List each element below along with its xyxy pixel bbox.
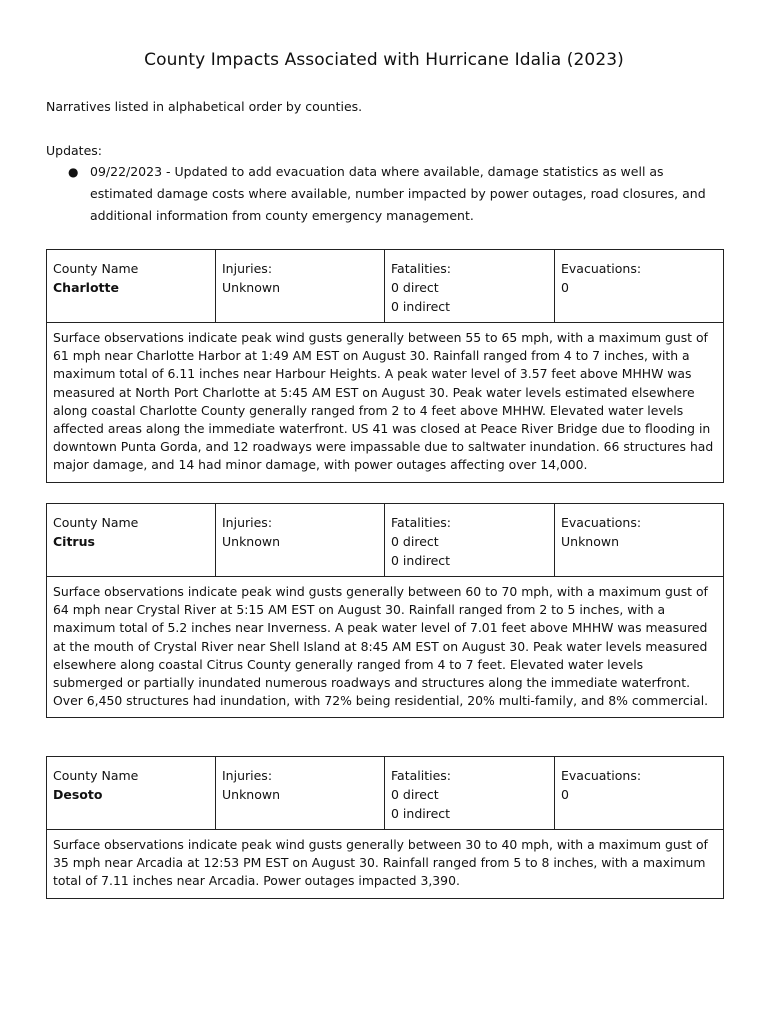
injuries-cell bbox=[216, 757, 385, 830]
fatalities-indirect: 0 indirect bbox=[391, 553, 451, 568]
injuries-cell bbox=[216, 250, 385, 323]
county-name-value: Charlotte bbox=[53, 280, 119, 295]
updates-list bbox=[68, 161, 728, 227]
fatalities-indirect: 0 indirect bbox=[391, 806, 451, 821]
update-item bbox=[68, 161, 728, 227]
injuries-label: Injuries: bbox=[222, 768, 273, 783]
fatalities-label: Fatalities: bbox=[391, 768, 451, 783]
injuries-value: Unknown bbox=[222, 534, 281, 549]
county-name-cell bbox=[47, 250, 216, 323]
intro-text: Narratives listed in alphabetical order by counties. bbox=[46, 99, 363, 114]
county-name-cell bbox=[47, 757, 216, 830]
bullet-icon: ● bbox=[68, 165, 79, 179]
fatalities-cell bbox=[385, 504, 555, 577]
fatalities-label: Fatalities: bbox=[391, 261, 451, 276]
county-name-value: Desoto bbox=[53, 787, 103, 802]
injuries-label: Injuries: bbox=[222, 515, 273, 530]
evacuations-cell bbox=[555, 757, 724, 830]
county-narrative: Surface observations indicate peak wind gusts generally between 60 to 70 mph, with a maximum gust of 64 mph near Crystal River at 5:15 AM EST on August 30. Rainfall ranged from 2 to 5 inches, with a maximum total of 5.2 inches near Inverness. A peak water level of 7.01 feet above MHHW was measured at the mouth of Crystal River near Shell Island at 8:45 AM EST on August 30. Peak water levels measured elsewhere along coastal Citrus County generally ranged from 4 to 7 feet. Elevated water levels submerged or partially inundated numerous roadways and structures along the immediate waterfront. Over 6,450 structures had inundation, with 72% being residential, 20% multi-family, and 8% commercial. bbox=[47, 577, 724, 718]
injuries-cell bbox=[216, 504, 385, 577]
county-name-label: County Name bbox=[53, 768, 139, 783]
fatalities-label: Fatalities: bbox=[391, 515, 451, 530]
fatalities-direct: 0 direct bbox=[391, 787, 439, 802]
county-name-cell bbox=[47, 504, 216, 577]
county-table-desoto bbox=[46, 756, 724, 899]
evacuations-value: Unknown bbox=[561, 534, 620, 549]
county-name-label: County Name bbox=[53, 515, 139, 530]
fatalities-indirect: 0 indirect bbox=[391, 299, 451, 314]
updates-label: Updates: bbox=[46, 143, 102, 158]
fatalities-direct: 0 direct bbox=[391, 280, 439, 295]
update-text: 09/22/2023 - Updated to add evacuation data where available, damage statistics as well as estimated damage costs where available, number impacted by power outages, road closures, and additional information from county emergency management. bbox=[90, 164, 706, 223]
injuries-value: Unknown bbox=[222, 787, 281, 802]
injuries-value: Unknown bbox=[222, 280, 281, 295]
county-narrative: Surface observations indicate peak wind gusts generally between 30 to 40 mph, with a maximum gust of 35 mph near Arcadia at 12:53 PM EST on August 30. Rainfall ranged from 5 to 8 inches, with a maximum total of 7.11 inches near Arcadia. Power outages impacted 3,390. bbox=[47, 830, 724, 899]
evacuations-cell bbox=[555, 504, 724, 577]
county-narrative: Surface observations indicate peak wind gusts generally between 55 to 65 mph, with a maximum gust of 61 mph near Charlotte Harbor at 1:49 AM EST on August 30. Rainfall ranged from 4 to 7 inches, with a maximum total of 6.11 inches near Harbour Heights. A peak water level of 3.57 feet above MHHW was measured at North Port Charlotte at 5:45 AM EST on August 30. Peak water levels estimated elsewhere along coastal Charlotte County generally ranged from 2 to 4 feet above MHHW. Elevated water levels affected areas along the immediate waterfront. US 41 was closed at Peace River Bridge due to flooding in downtown Punta Gorda, and 12 roadways were impassable due to saltwater inundation. 66 structures had major damage, and 14 had minor damage, with power outages affecting over 14,000. bbox=[47, 323, 724, 483]
county-table-charlotte bbox=[46, 249, 724, 483]
evacuations-cell bbox=[555, 250, 724, 323]
page-title: County Impacts Associated with Hurricane Idalia (2023) bbox=[144, 50, 624, 70]
county-name-value: Citrus bbox=[53, 534, 95, 549]
fatalities-cell bbox=[385, 757, 555, 830]
county-table-citrus bbox=[46, 503, 724, 718]
county-name-label: County Name bbox=[53, 261, 139, 276]
evacuations-value: 0 bbox=[561, 787, 569, 802]
fatalities-cell bbox=[385, 250, 555, 323]
evacuations-value: 0 bbox=[561, 280, 569, 295]
injuries-label: Injuries: bbox=[222, 261, 273, 276]
fatalities-direct: 0 direct bbox=[391, 534, 439, 549]
evacuations-label: Evacuations: bbox=[561, 261, 642, 276]
evacuations-label: Evacuations: bbox=[561, 515, 642, 530]
evacuations-label: Evacuations: bbox=[561, 768, 642, 783]
